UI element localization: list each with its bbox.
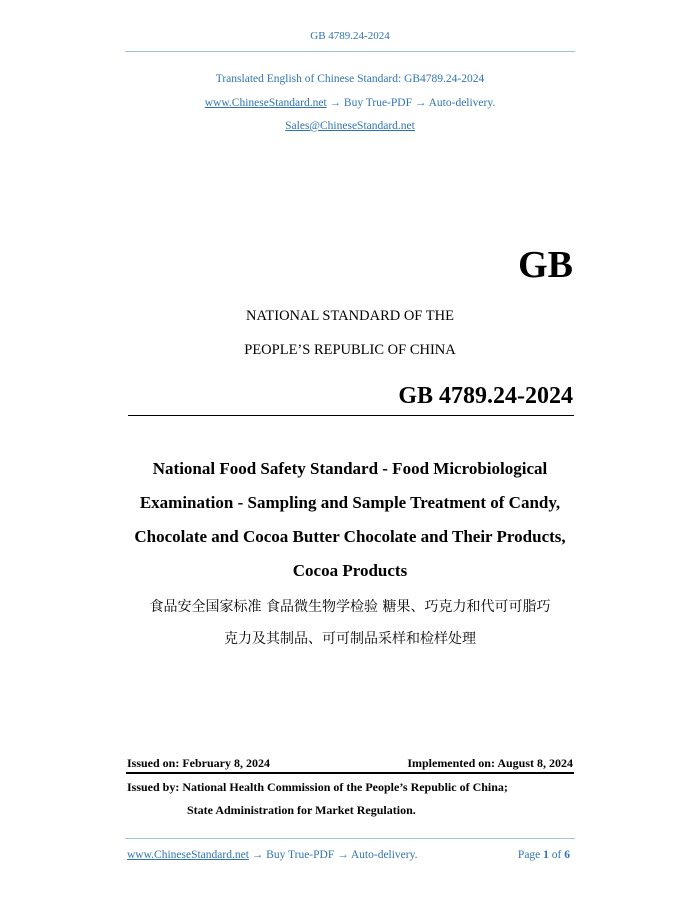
page-total: 6 (564, 849, 570, 861)
implemented-on: Implemented on: August 8, 2024 (407, 756, 573, 770)
arrow-right-icon: → (414, 97, 427, 109)
email-link[interactable]: Sales@ChineseStandard.net (285, 120, 415, 132)
title-line: National Food Safety Standard - Food Microbiological (152, 459, 548, 478)
buy-pdf-text: Buy True-PDF (343, 97, 412, 109)
chinese-title-line: 克力及其制品、可可制品采样和检样处理 (224, 631, 476, 647)
translation-notice: Translated English of Chinese Standard: GB4789.24-2024 (215, 73, 485, 85)
national-standard-line-1: NATIONAL STANDARD OF THE (246, 308, 454, 324)
translation-links (0, 97, 700, 109)
page-current: 1 (543, 849, 549, 861)
footer-links (127, 849, 418, 861)
issued-by: Issued by: National Health Commission of the People’s Republic of China; (127, 780, 508, 794)
chinese-title-line: 食品安全国家标准 食品微生物学检验 糖果、巧克力和代可可脂巧 (149, 599, 551, 615)
header-divider (125, 51, 575, 52)
footer-buy-text: Buy True-PDF (266, 849, 335, 861)
gb-mark: GB (518, 244, 573, 286)
issued-by-second: State Administration for Market Regulation. (187, 803, 416, 817)
standard-code: GB 4789.24-2024 (398, 383, 573, 409)
title-line: Examination - Sampling and Sample Treatment of Candy, (139, 493, 561, 512)
title-line: Chocolate and Cocoa Butter Chocolate and Their Products, (134, 527, 566, 546)
arrow-right-icon: → (337, 849, 349, 861)
footer-site-link[interactable]: www.ChineseStandard.net (127, 849, 249, 861)
arrow-right-icon: → (329, 97, 342, 109)
email-row (0, 120, 700, 132)
page-indicator (518, 849, 570, 861)
code-divider (128, 415, 574, 416)
footer-divider (125, 838, 575, 839)
site-link[interactable]: www.ChineseStandard.net (204, 97, 327, 109)
title-line: Cocoa Products (292, 561, 408, 580)
footer-delivery-text: Auto-delivery. (350, 849, 418, 861)
page-of: of (551, 849, 562, 861)
issued-on: Issued on: February 8, 2024 (127, 756, 271, 770)
issue-divider (126, 772, 574, 774)
header-doc-number: GB 4789.24-2024 (310, 30, 390, 42)
auto-delivery-text: Auto-delivery. (428, 97, 496, 109)
national-standard-line-2: PEOPLE’S REPUBLIC OF CHINA (244, 342, 456, 358)
arrow-right-icon: → (251, 849, 264, 861)
page-label: Page (517, 849, 541, 861)
